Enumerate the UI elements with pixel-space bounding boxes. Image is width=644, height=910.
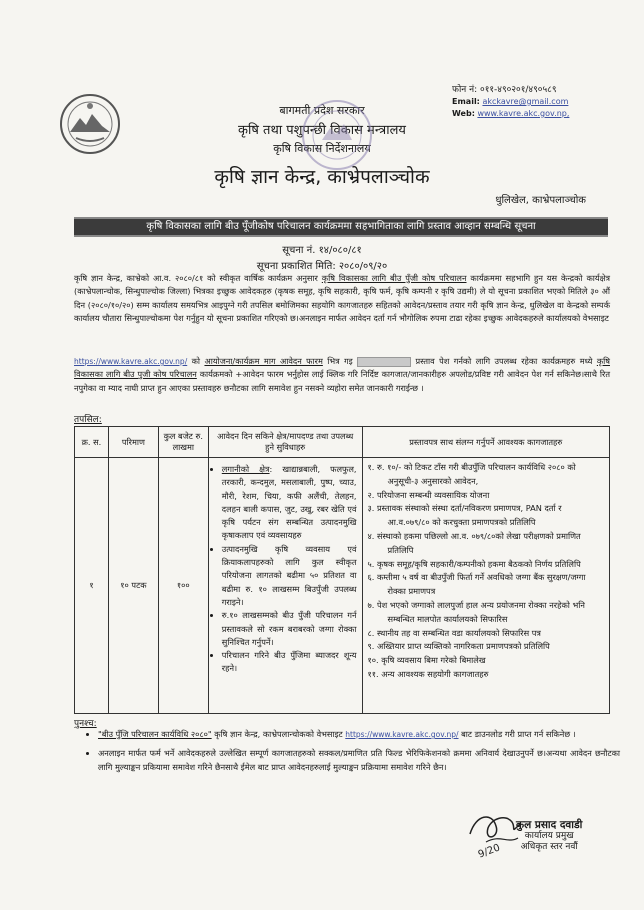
- list-item: ७. पेश भएको जग्गाको लालपुर्जा हाल अन्य प्रयोजनमा रोक्का नरहेको भनि सम्बन्धित मालपोत कार्यालयको सिफारिस: [367, 599, 585, 624]
- signer-name: कुल प्रसाद दवाडी: [516, 819, 583, 831]
- para1-text-c: कार्यक्रममा सहभागि हुन यस केन्द्रको कार्यक्षेत्र (काभ्रेपलान्चोक, सिन्धुपाल्चोक जिल्ला) भित्रका इच्छुक आवेदकहरु (कृषक समूह, कृषि सहकारी, कृषि फर्म, कृषि कम्पनी र कृषि उद्यमी) ले यो सूचना प्रकाशित भएको मितिले ३० औं दिन (२०८०/१०/२०) सम्म कार्यालय समयभित्र आइपुग्ने गरी तपसिल बमोजिमका सहयोगि कागजातहरु सहितको आवेदन/प्रस्ताव तयार गरी कृषि ज्ञान केन्द्र, धुलिखेल वा केन्द्रको सम्पर्क कार्यालय चौतारा सिन्धुपाल्चोकमा पेश गर्नुहुन यो सूचना प्रकाशित गरिएको छ।अनलाइन मार्फत आवेदन दर्ता गर्न भौगोलिक रुपमा टाढा रहेका इच्छुक आवेदकहरुले कार्यालयको वेभसाइट: [74, 273, 610, 323]
- gov-line-ministry: कृषि तथा पशुपन्छी विकास मन्त्रालय: [238, 123, 406, 138]
- website-url-link[interactable]: https://www.kavre.akc.gov.np/: [74, 357, 188, 366]
- office-name: कृषि ज्ञान केन्द्र, काभ्रेपलाञ्चोक: [214, 166, 430, 188]
- list-item: ९. अख्तियार प्राप्त व्यक्तिको नागरिकता प्रमाणपत्रको प्रतिलिपि: [367, 641, 550, 652]
- web-label: Web:: [452, 109, 475, 118]
- cell-budget: १००: [158, 458, 208, 714]
- notes-list: [84, 728, 620, 780]
- list-item: [98, 728, 620, 741]
- list-item: १. रु. १०/- को टिकट टाँस गरी बीउपुँजि परिचालन कार्यविधि २०८० को अनुसूची-३ अनुसारको आवेदन,: [367, 462, 576, 486]
- cell-qty: १० पटक: [108, 458, 158, 714]
- para2-text-d: प्रस्ताव पेश गर्नको लागि उपलब्ध रहेका कार्यक्रमहरु मध्ये: [411, 356, 597, 366]
- facility-label: लगानीको क्षेत्र: [221, 464, 270, 474]
- table-header-row: [75, 427, 610, 458]
- phone-number: फोन नं: ०११-४९०२०१/४९०५८९: [452, 85, 557, 95]
- col-header-budget: कुल बजेट रु. लाखमा: [158, 427, 208, 458]
- cell-documents: [362, 458, 609, 714]
- note1-url-link[interactable]: https://www.kavre.akc.gov.np/: [345, 730, 459, 739]
- cell-facilities: [208, 458, 362, 714]
- list-item: २. परियोजना सम्बन्धी व्यवसायिक योजना: [367, 489, 490, 500]
- list-item: ६. कम्तीमा ५ वर्ष वा बीउपुँजी फिर्ता गर्ने अवधिको जग्गा बैंक सुरक्षण/जग्गा रोक्का प्रमाणपत्र: [367, 572, 586, 597]
- para2-text-f: कार्यक्रमको +आवेदन फारम भर्नुहोस लाई क्लिक गरि निर्दिष्ट कागजात/जानकारीहरु अपलोड/प्रविष्ट गरी आवेदन पेश गर्न सकिनेछ।साथै रित नपुगेका वा म्याद नाघी प्राप्त हुन आएका प्रस्तावहरु छनौटका लागि समावेश हुन नसक्ने व्यहोरा समेत जानकारी गराईन्छ ।: [74, 369, 610, 393]
- list-item: ४. संस्थाको हकमा पछिल्लो आ.व. ०७९/८०को लेखा परीक्षणको प्रमाणित प्रतिलिपि: [367, 530, 581, 555]
- list-item: • उत्पादनमुखि कृषि व्यवसाय एवं क्रियाकलापहरुको लागि कुल स्वीकृत परियोजना लागतको बढीमा ५० प्रतिशत वा बढीमा रु. १० लाखसम्म बिउपुँजी उपलब्ध गराइने।: [222, 543, 357, 609]
- notice-paragraph-2: [74, 355, 610, 395]
- list-item: • रु.१० लाखसम्मको बीउ पुँजी परिचालन गर्न प्रस्तावकले सो रकम बराबरको जग्गा रोक्का सुनिश्चित गर्नुपर्ने।: [222, 609, 357, 649]
- para2-text-c: भित्र गइ: [322, 356, 358, 366]
- col-header-qty: परिमाण: [108, 427, 158, 458]
- gov-line-province: बागमती प्रदेश सरकार: [279, 104, 365, 117]
- para2-text-a: को: [187, 356, 205, 366]
- signer-rank: अधिकृत स्तर नवौं: [520, 842, 578, 852]
- note1-guideline: "बीउ पुँजि परिचालन कार्यविधि २०८०": [98, 729, 212, 739]
- list-item: ५. कृषक समूह/कृषि सहकारी/कम्पनीको हकमा बैठकको निर्णय प्रतिलिपि: [367, 558, 581, 569]
- requirements-table: [74, 426, 610, 714]
- col-header-documents: प्रस्तावपत्र साथ संलग्न गर्नुपर्ने आवश्यक कागजातहरु: [362, 427, 609, 458]
- list-item: [222, 463, 357, 543]
- list-item: • अनलाइन मार्फत फर्म भर्ने आवेदकहरुले उल्लेखित सम्पूर्ण कागजातहरुको सक्कल/प्रमाणित प्रति फिल्ड भेरिफिकेशनको क्रममा अनिवार्य देखाउनुपर्ने छ।अन्यथा आवेदन छनौटका लागि मुल्याङ्कन प्रकियामा समावेश गरिने छैनसाथै ईमेल बाट प्राप्त आवेदनहरुलाई मुल्याङ्कन प्रक्रियामा समावेश गरिने छैन।: [98, 747, 620, 774]
- list-item: ८. स्थानीय तह वा सम्बन्धित वडा कार्यालयको सिफारिस पत्र: [367, 627, 541, 638]
- list-item: ३. प्रस्तावक संस्थाको संस्था दर्ता/नविकरण प्रमाणपत्र, PAN दर्ता र आ.व.०७९/८० को करचुक्ता प्रमाणपत्रको प्रतिलिपि: [367, 503, 562, 528]
- list-item: • परिचालन गरिने बीउ पुँजिमा ब्याजदर शून्य रहने।: [222, 649, 357, 676]
- handwritten-date: 9/20: [476, 842, 502, 861]
- facility-text: : खाद्यान्नबाली, फलफुल, तरकारी, कन्दमुल, मसलाबाली, पुष्प, च्याउ, मौरी, रेशम, चिया, कफी अलैंची, तेलहन, दलहन बाली कपास, जुट, उखु, रबर खेति एवं कृषि पर्यटन संग सम्बन्धित उत्पादनमुखि कृषाकलाप एवं व्यवसायहरु: [221, 464, 357, 541]
- table-label: तपसिल:: [74, 415, 102, 425]
- documents-list: [364, 459, 608, 682]
- notice-banner: कृषि विकासका लागि बीउ पूँजीकोष परिचालन कार्यक्रममा सहभागिताका लागि प्रस्ताव आव्हान सम्बन्धि सूचना: [74, 217, 608, 237]
- email-label: Email:: [452, 97, 480, 106]
- email-link[interactable]: akckavre@gmail.com: [482, 97, 569, 106]
- para2-program-name: कृषि विकासका लागि बीउ पुजी कोष परिचालन: [74, 356, 610, 380]
- list-item: ११. अन्य आवश्यक सहयोगी कागजातहरु: [367, 668, 489, 679]
- note1-text-c: बाट डाउनलोड गरी प्राप्त गर्न सकिनेछ ।: [458, 729, 576, 739]
- signer-block: [516, 820, 582, 853]
- para2-form-link: आयोजना/कार्यक्रम माग आवेदन फारम: [204, 356, 323, 366]
- screenshot-chip: [357, 357, 411, 367]
- col-header-facilities: आवेदन दिन सकिने क्षेत्र/मापदण्ड तथा उपलब्ध हुने सुविधाहरु: [208, 427, 362, 458]
- para1-program-name: कृषि विकासका लागि बीउ पुँजी कोष परिचालन: [321, 273, 467, 283]
- notice-paragraph-1: [74, 272, 610, 325]
- notes-title: पुनश्च:: [74, 719, 97, 729]
- list-item: १०. कृषि व्यवसाय बिमा गरेको बिमालेख: [367, 655, 486, 666]
- cell-sn: १: [75, 458, 109, 714]
- para1-text-a: कृषि ज्ञान केन्द्र, काभ्रेको आ.व. २०८०/८१ को स्वीकृत वार्षिक कार्यक्रम अनुसार: [74, 273, 322, 283]
- table-row: [75, 458, 610, 714]
- office-location: धुलिखेल, काभ्रेपलाञ्चोक: [495, 195, 586, 206]
- office-seal-stamp-icon: [298, 96, 376, 174]
- notice-number: सूचना नं. १४/०८०/८१: [282, 245, 362, 256]
- signer-title: कार्यालय प्रमुख: [524, 831, 574, 841]
- website-link[interactable]: www.kavre.akc.gov.np,: [477, 109, 570, 118]
- note1-text-b: कृषि ज्ञान केन्द्र, काभ्रेपलान्चोकको वेभसाइट: [211, 729, 346, 739]
- col-header-sn: क्र. स.: [75, 427, 109, 458]
- facilities-list: [210, 459, 361, 676]
- publish-date: सूचना प्रकाशित मिति: २०८०/०९/२०: [256, 261, 388, 272]
- gov-line-directorate: कृषि विकास निर्देशनालय: [273, 142, 371, 155]
